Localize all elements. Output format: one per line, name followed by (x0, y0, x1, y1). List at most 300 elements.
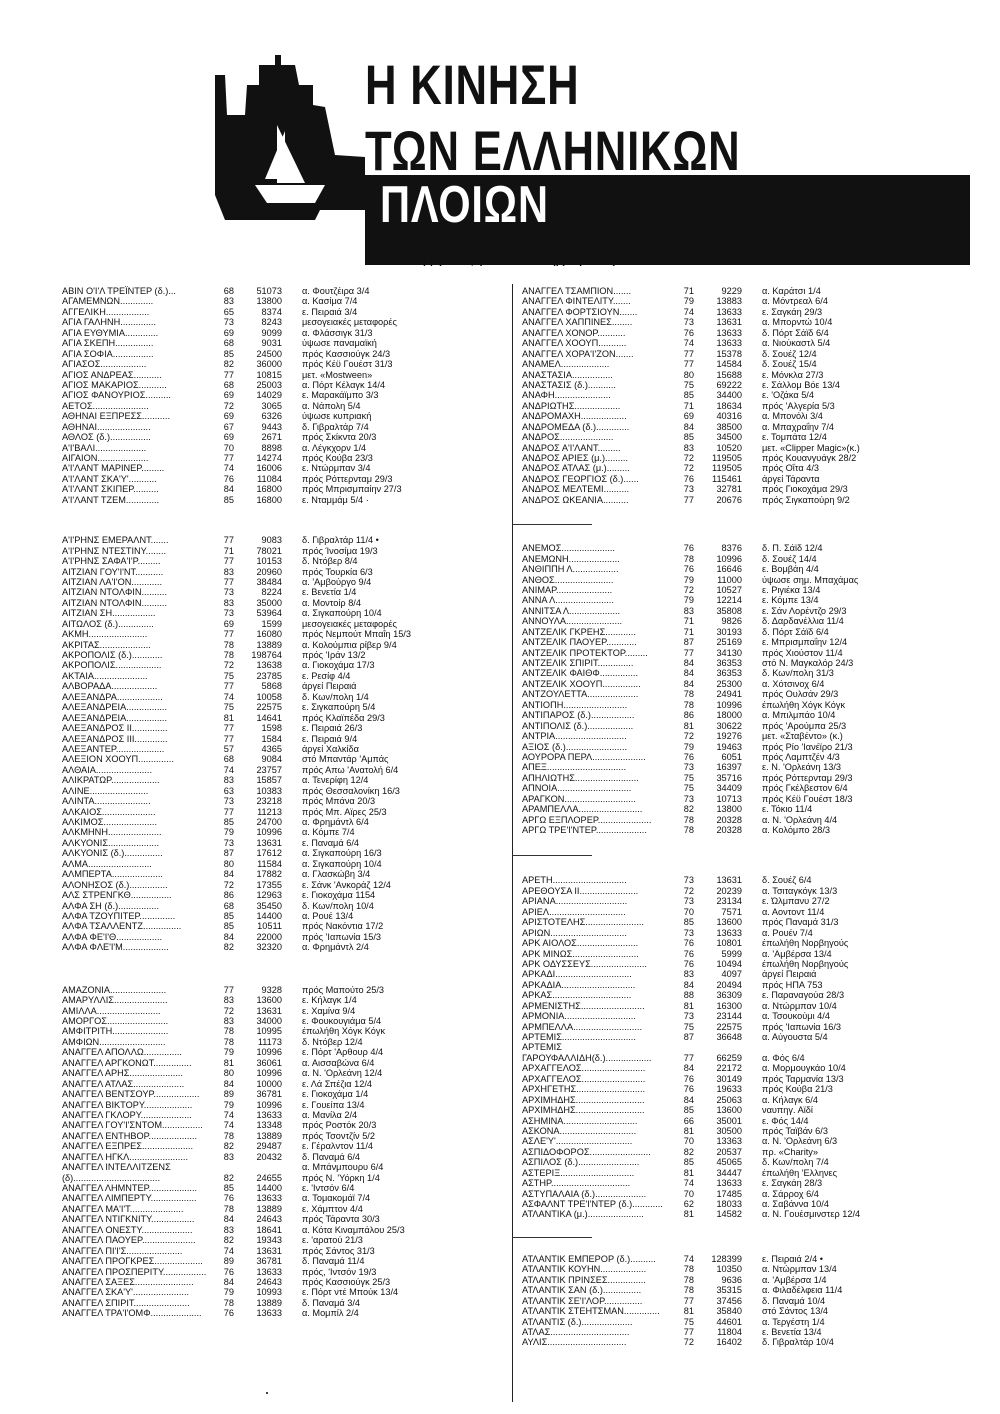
tonnage: 13633 (716, 927, 742, 938)
ship-position: δ. Δαρδανέλλια 11/4 (762, 616, 844, 627)
build-year: 75 (223, 670, 234, 681)
tonnage: 9099 (261, 327, 282, 338)
ship-position: α. Σιγκαπούρη 16/3 (302, 848, 382, 859)
ship-row (522, 1001, 962, 1011)
ship-row (522, 938, 962, 948)
tonnage: 24700 (256, 817, 282, 827)
build-year: 77 (223, 733, 234, 744)
ship-position: μετ. «Mostween» (302, 369, 373, 380)
build-year: 74 (683, 1253, 694, 1264)
ship-name: Α'Ι'ΒΑΛΙ.................... (62, 442, 147, 453)
ship-position: έπωλήθη Νορβηγούς (762, 958, 849, 969)
ship-name: ΑΝΑΓΓΕΛ ΧΟΟΥΠ........... (522, 338, 627, 349)
build-year: 78 (223, 650, 234, 660)
ship-name: ΑΝΤΖΕΛΙΚ ΓΚΡΕΗΣ............ (522, 626, 636, 637)
ship-name: ΑΛΦΑ ΣΗ (δ.)................ (62, 900, 159, 911)
ship-name: ΑΝΑΓΓΕΛ ΧΑΠΠΙΝΕΣ........ (522, 317, 633, 328)
ship-name: ΑΛΚΥΟΝΙΣ (δ.)............... (62, 848, 163, 859)
build-year: 79 (683, 741, 694, 752)
ship-row (62, 985, 502, 995)
ship-name: ΑΝΔΡΟΣ ΑΡΙΕΣ (μ.)......... (522, 453, 629, 463)
ship-row (522, 495, 962, 505)
ship-position: δ. Παναμά 3/4 (302, 1297, 361, 1308)
ship-position: πρός Μπρισμπαίην 27/3 (302, 484, 402, 495)
ship-name: ΑΣΤΥΠΑΛΑΙΑ (δ.).................... (522, 1188, 647, 1199)
ship-name: ΑΝΑΓΓΕΛ ΑΡΓΚΟΝΩΤ............... (62, 1057, 192, 1068)
tonnage: 15378 (716, 348, 742, 359)
build-year: 76 (683, 473, 694, 484)
build-year: 73 (223, 796, 234, 807)
build-year: 67 (223, 421, 234, 432)
build-year: 77 (223, 723, 234, 734)
tonnage: 30193 (716, 626, 742, 637)
ship-position: ε. Τόκιο 11/4 (762, 804, 813, 815)
ship-row (62, 463, 502, 473)
masthead (215, 45, 970, 265)
ship-position: δ. Γιβραλτάρ 7/4 (302, 421, 369, 432)
ship-position: α. Ν. Γουέσμινστερ 12/4 (762, 1209, 861, 1220)
build-year: 74 (223, 1109, 234, 1120)
group-spacer (522, 835, 962, 875)
ship-name: ΑΠΝΟΙΑ............................. (522, 783, 632, 794)
ship-position: ε. Πόρτ 'Αρθουρ 4/4 (302, 1047, 384, 1058)
ship-name: ΑΝΑΜΕΛ................... (522, 359, 610, 370)
tonnage: 23144 (716, 1011, 742, 1022)
ship-name: ΑΜΑΡΥΛΛΙΣ..................... (62, 995, 168, 1006)
ship-name: ΑΝΔΡΙΩΤΗΣ.................. (522, 400, 621, 411)
build-year: 84 (683, 1063, 694, 1074)
ship-row (522, 825, 962, 835)
ship-row (62, 370, 502, 380)
ship-row (62, 1246, 502, 1256)
ship-name: ΑΝΑΓΓΕΛ ΓΚΛΟΡΥ.................... (62, 1109, 192, 1120)
ship-name: ΑΣΠΙΛΟΣ (δ.)........................ (522, 1157, 640, 1168)
tonnage: 8376 (721, 543, 742, 554)
build-year: 79 (223, 827, 234, 838)
ship-position: πρός 'Αρούμπα 25/3 (762, 720, 847, 731)
build-year: 84 (683, 668, 694, 679)
ship-name: ΑΝΑΓΓΕΛ ΤΣΑΜΠΙΟΝ....... (522, 286, 632, 296)
ship-name: ΑΝΑΓΓΕΛ ΟΝΕΣΤΥ.................... (62, 1224, 193, 1235)
title-line-3: ΠΛΟΙΩΝ (380, 176, 549, 234)
ship-row (62, 807, 502, 817)
ship-row (62, 1120, 502, 1130)
ship-position: πρός Λαμπτζέν 4/3 (762, 751, 840, 762)
ship-position: α. Τενερίφη 12/4 (302, 775, 369, 786)
tonnage: 20494 (716, 979, 742, 990)
ship-row (522, 453, 962, 463)
tonnage: 36781 (256, 1089, 282, 1100)
ship-position: πρός Κασσιούγκ 25/3 (302, 1276, 391, 1287)
tonnage: 16646 (716, 564, 742, 575)
ship-position: ε. Σαγκάη 29/3 (762, 306, 823, 317)
ship-row (522, 1199, 962, 1209)
ship-position: ε. Τομπάτα 12/4 (762, 432, 827, 443)
ship-position: α. Μορμουγκάο 10/4 (762, 1063, 846, 1074)
build-year: 78 (683, 1274, 694, 1285)
ship-position: α. Μανίλα 2/4 (302, 1109, 358, 1120)
ship-name: ΑΤΛΑΝΤΙΚ ΣΤΕΗΤΣΜΑΝ.............. (522, 1306, 660, 1317)
ship-name: ΑΝΤΖΟΥΛΕΤΤΑ.................... (522, 689, 639, 700)
ship-row (522, 959, 962, 969)
ship-name: ΑΝΑΓΓΕΛ ΠΙ'Ι'Σ...................... (62, 1245, 183, 1256)
build-year: 88 (683, 990, 694, 1001)
tonnage: 13889 (256, 1130, 282, 1141)
ship-name: ΑΜΑΖΟΝΙΑ...................... (62, 984, 167, 995)
ship-row (62, 744, 502, 754)
tonnage: 35001 (716, 1115, 742, 1126)
build-year: 79 (223, 1099, 234, 1110)
ship-row (62, 577, 502, 587)
ship-row (522, 875, 962, 885)
build-year: 77 (683, 1052, 694, 1063)
ship-position: πρός Ουλσάν 29/3 (762, 689, 839, 700)
tonnage: 9328 (261, 984, 282, 995)
ship-row (62, 1173, 502, 1183)
tonnage: 8374 (261, 306, 282, 317)
build-year: 75 (683, 379, 694, 390)
ship-name: ΑΛΙΝΤΑ...................... (62, 796, 151, 807)
ship-position: ε. Ρεσίφ 4/4 (302, 670, 351, 681)
ship-position: πρός Κασσιούγκ 24/3 (302, 348, 391, 359)
ship-name: ΑΡΜΠΕΛΛΑ........................... (522, 1021, 642, 1032)
build-year: 77 (683, 494, 694, 505)
tonnage: 30149 (716, 1073, 742, 1084)
build-year: 78 (683, 553, 694, 564)
ship-position: ε. Γιοκοχάμα 1154 (302, 890, 376, 901)
tonnage: 30622 (716, 720, 742, 731)
build-year: 74 (223, 764, 234, 775)
tonnage: 11584 (257, 858, 282, 869)
ship-name: ΑΣΗΜΙΝΑ............................. (522, 1115, 638, 1126)
build-year: 68 (223, 900, 234, 911)
ship-position: ε. Γιοκοχάμα 1/4 (302, 1089, 369, 1100)
ship-name: ΑΝΑΓΓΕΛ ΗΓΚΛ....................... (62, 1151, 188, 1162)
build-year: 84 (223, 1078, 234, 1089)
ship-position: α. Φρημάντλ 6/4 (302, 817, 369, 827)
ship-row (522, 752, 962, 762)
ship-name: ΑΚΡΟΠΟΛΙΣ.................. (62, 660, 162, 671)
ship-name: ΑΛΚΜΗΝΗ..................... (62, 827, 162, 838)
ship-position: α. Σιγκαπούρη 10/4 (302, 858, 382, 869)
tonnage: 15857 (256, 775, 282, 786)
ship-name: ΑΝΔΡΟΣ ΑΤΛΑΣ (μ.)......... (522, 463, 630, 474)
build-year: 82 (223, 359, 234, 370)
ship-name: ΑΡΙΩΝ.............................. (522, 927, 627, 938)
build-year: 84 (223, 931, 234, 942)
ship-name: ΑΝΔΡΟΣ ΩΚΕΑΝΙΑ.......... (522, 494, 629, 505)
build-year: 84 (223, 484, 234, 495)
ship-position: α. Τσουκούμι 4/4 (762, 1011, 830, 1022)
build-year: 72 (223, 1005, 234, 1016)
build-year: 79 (683, 595, 694, 606)
ship-row (62, 1131, 502, 1141)
ship-position: ε. Σαγκάη 28/3 (762, 1178, 823, 1189)
ship-row (522, 1063, 962, 1073)
build-year: 83 (223, 296, 234, 307)
ship-name: ΑΓΑΜΕΜΝΩΝ............. (62, 296, 154, 307)
ship-row (62, 307, 502, 317)
ship-position: πρός Απω 'Ανατολή 6/4 (302, 764, 399, 775)
ship-name: ΑΝΑΓΓΕΛ ΤΡΑ'Ι'ΟΜΦ.................... (62, 1308, 202, 1319)
ship-position: ε. Κήλαγκ 1/4 (302, 995, 357, 1006)
ship-position: α. Σιγκαπούρη 10/4 (302, 608, 382, 619)
tonnage: 20239 (716, 885, 742, 896)
ship-name: ΑΣΚΟΝΑ.............................. (522, 1125, 637, 1136)
ship-row (522, 896, 962, 906)
build-year: 81 (683, 1125, 694, 1136)
ship-name: ΑΤΛΑΝΤΙΚ ΕΜΠΕΡΟΡ (δ.).......... (522, 1253, 656, 1264)
build-year: 80 (223, 1068, 234, 1079)
ship-row (522, 1285, 962, 1295)
tonnage: 22575 (256, 702, 282, 713)
ship-row (62, 995, 502, 1005)
ship-row (62, 765, 502, 775)
tonnage: 35808 (716, 605, 742, 616)
tonnage: 6051 (721, 751, 742, 762)
tonnage: 25063 (716, 1094, 742, 1105)
tonnage: 16080 (256, 629, 282, 640)
tonnage: 13600 (716, 917, 742, 928)
build-year: 73 (683, 484, 694, 495)
ship-name: ΑΝΑΓΓΕΛ ΛΙΜΠΕΡΤΥ.................. (62, 1193, 197, 1204)
ship-row (62, 1152, 502, 1162)
ship-row (62, 650, 502, 660)
build-year: 78 (683, 1264, 694, 1275)
build-year: 73 (683, 927, 694, 938)
group-spacer (522, 1220, 962, 1254)
ship-row (62, 1110, 502, 1120)
ship-name: ΑΝΑΓΓΕΛ ΒΕΝΤΣΟΥΡ.................. (62, 1089, 200, 1100)
tonnage: 13631 (256, 1245, 282, 1256)
ship-row (522, 794, 962, 804)
tonnage: 8243 (261, 317, 282, 328)
ship-row (522, 637, 962, 647)
ship-name: ΑΛΙΝΕ....................... (62, 785, 149, 796)
tonnage: 20432 (256, 1151, 282, 1162)
ship-name: ΑΝΔΡΟΜΑΧΗ.................. (522, 411, 627, 422)
build-year: 74 (223, 463, 234, 474)
tonnage: 13633 (716, 1178, 742, 1189)
ship-row (62, 1287, 502, 1297)
ship-position: ε. Φουκουγιάμα 5/4 (302, 1016, 382, 1026)
ship-name: ΑΝΑΓΓΕΛ ΦΟΡΤΣΙΟΥΝ....... (522, 306, 638, 317)
ship-row (522, 721, 962, 731)
build-year: 77 (683, 647, 694, 658)
ship-position: πρός Σκίκντα 20/3 (302, 432, 377, 443)
ship-position: δ. Σουέζ 14/4 (762, 553, 817, 564)
tonnage: 34409 (716, 783, 742, 794)
build-year: 81 (223, 1057, 234, 1068)
ship-position: πρός Τουρκία 6/3 (302, 566, 373, 577)
ship-name: ΑΡΓΩ ΤΡΕ'Ι'ΝΤΕΡ.................... (522, 825, 647, 835)
build-year: 84 (223, 869, 234, 880)
build-year: 81 (683, 1167, 694, 1178)
build-year: 72 (683, 1337, 694, 1348)
tonnage: 17355 (256, 879, 282, 890)
tonnage: 14584 (716, 359, 742, 370)
build-year: 70 (223, 442, 234, 453)
ship-name: ΑΡΤΕΜΙΣ............................. (522, 1032, 636, 1042)
build-year: 77 (223, 984, 234, 995)
build-year: 75 (683, 1316, 694, 1327)
ship-row (522, 886, 962, 896)
tonnage: 20328 (716, 825, 742, 835)
ship-name: ΑΙΤΖΙΑΝ ΛΑ'Ι'ΟΝ............ (62, 576, 163, 587)
ship-row (522, 1074, 962, 1084)
ship-row (62, 380, 502, 390)
build-year: 85 (683, 917, 694, 928)
tonnage: 10815 (256, 369, 282, 380)
tonnage: 13633 (256, 1109, 282, 1120)
build-year: 77 (223, 535, 234, 546)
tonnage: 45065 (716, 1157, 742, 1168)
build-year: 80 (683, 369, 694, 380)
ship-name: Α'Ι'ΛΑΝΤ ΜΑΡΙΝΕΡ......... (62, 463, 165, 474)
build-year: 72 (683, 453, 694, 463)
ship-position: ε. Βομβάη 4/4 (762, 564, 819, 575)
tonnage: 9031 (261, 338, 282, 349)
ship-row (62, 723, 502, 733)
ship-row (62, 317, 502, 327)
build-year: 68 (223, 379, 234, 390)
ship-position: άργεί Χαλκίδα (302, 743, 359, 754)
ship-row (522, 1189, 962, 1199)
ship-row (522, 949, 962, 959)
ship-name: ΑΚΡΙΤΑΣ.................... (62, 639, 151, 650)
ship-row (62, 608, 502, 618)
ship-name: ΑΛΕΞΑΝΔΡΑ.................. (62, 691, 163, 702)
ship-row (522, 390, 962, 400)
build-year: 81 (683, 1000, 694, 1011)
ship-position: α. Ν. 'Ορλεάνη 6/3 (762, 1136, 838, 1147)
build-year: 77 (223, 806, 234, 817)
ship-position: ε. Βενετία 1/4 (302, 587, 357, 598)
tonnage: 15688 (716, 369, 742, 380)
ship-row (62, 817, 502, 827)
ship-row (62, 1277, 502, 1287)
tonnage: 13800 (716, 804, 742, 815)
build-year: 79 (223, 1287, 234, 1298)
tonnage: 8224 (261, 587, 282, 598)
build-year: 84 (683, 678, 694, 689)
ship-row (522, 1011, 962, 1021)
ship-name: ΑΙΤΖΙΑΝ ΓΟΥ'Ι'ΝΤ........... (62, 566, 164, 577)
ship-row (522, 1022, 962, 1032)
ship-position: πρός Νακόντια 17/2 (302, 921, 384, 932)
ship-name: ΑΛΚΥΟΝΙΣ.................... (62, 837, 160, 848)
build-year: 78 (223, 639, 234, 650)
tonnage: 35450 (256, 900, 282, 911)
ship-row (522, 286, 962, 296)
ship-row (522, 359, 962, 369)
tonnage: 38484 (256, 576, 282, 587)
build-year: 82 (223, 1172, 234, 1183)
ship-row (522, 1084, 962, 1094)
ship-position: πρός 'Ιαπωνία 15/3 (302, 931, 382, 942)
ship-name: ΑΤΛΑΝΤΙΚ ΣΕ'Ι'ΛΟΡ............... (522, 1295, 643, 1306)
ship-row (62, 556, 502, 566)
ship-name: ΑΡΕΤΗ............................. (522, 875, 627, 886)
build-year: 73 (683, 317, 694, 328)
ship-name: ΑΣΤΕΡΙΞ............................. (522, 1167, 635, 1178)
build-year: 82 (223, 942, 234, 953)
tonnage: 17485 (716, 1188, 742, 1199)
ship-position: δ. Ντόβερ 12/4 (302, 1036, 363, 1047)
ship-position: δ. Κων/πολη 10/4 (302, 900, 374, 911)
ship-name: ΑΒΙΝ Ο'Ι'Λ ΤΡΕΪΝΤΕΡ (δ.)... (62, 286, 176, 296)
ship-name: ΑΙΤΖΙΑΝ ΣΗ................. (62, 608, 156, 619)
ship-row (62, 1079, 502, 1089)
tonnage: 6326 (261, 411, 282, 422)
ship-position: ε. Γουείπα 13/4 (302, 1099, 365, 1110)
tonnage: 35000 (256, 597, 282, 608)
ship-name: ΑΛΕΞΑΝΔΡΕΙΑ................ (62, 712, 168, 723)
ship-row (522, 296, 962, 306)
tonnage: 10996 (256, 1068, 282, 1079)
tonnage: 35716 (716, 772, 742, 783)
ship-name: ΑΛΕΞΑΝΔΡΕΙΑ................ (62, 702, 168, 713)
ship-row (522, 1032, 962, 1042)
build-year: 81 (683, 1209, 694, 1220)
ship-position: πρός Κέϋ Γουέστ 31/3 (302, 359, 393, 370)
ship-name: ΑΝΑΓΓΕΛ ΧΟΝΟΡ........... (522, 327, 626, 338)
ship-name: ΑΓΙΑ ΣΟΦΙΑ................ (62, 348, 154, 359)
build-year: 69 (223, 411, 234, 422)
ship-row (62, 286, 502, 296)
build-year: 77 (683, 348, 694, 359)
ship-row (62, 848, 502, 858)
ship-row (522, 742, 962, 752)
ship-name: ΑΛΒΟΡΑΔΑ.................. (62, 681, 158, 692)
ship-name: Α'Ι'ΡΗΝΣ ΕΜΕΡΑΛΝΤ....... (62, 535, 169, 546)
ship-position: α. Νάπολη 5/4 (302, 400, 361, 411)
ship-name: Α'Ι'ΡΗΝΣ ΝΤΕΣΤΙΝΥ........ (62, 545, 167, 556)
ship-row (62, 474, 502, 484)
build-year: 83 (683, 442, 694, 453)
tonnage: 19343 (256, 1235, 282, 1246)
ship-row (522, 1296, 962, 1306)
ship-position: α. Ρουέν 7/4 (762, 927, 813, 938)
ship-row (522, 1254, 962, 1264)
ship-row (62, 1308, 502, 1318)
ship-name: ΑΡΧΙΜΗΔΗΣ........................... (522, 1094, 645, 1105)
ship-row (62, 869, 502, 879)
ship-position: ε. Πειραιά 9/4 (302, 733, 358, 744)
ship-name: ΑΤΛΑΣ............................... (522, 1326, 630, 1337)
ship-name: ΑΝΝΙΤΣΑ Λ.................... (522, 605, 621, 616)
tonnage: 16800 (256, 494, 282, 505)
ship-group (522, 286, 962, 505)
ship-row (62, 796, 502, 806)
tonnage: 23134 (716, 896, 742, 907)
ship-row (522, 907, 962, 917)
ship-position: δ. Πόρτ Σάϊδ 6/4 (762, 327, 829, 338)
ship-name: ΑΝΙΜΑΡ...................... (522, 584, 613, 595)
ship-row (522, 815, 962, 825)
tonnage: 10996 (256, 827, 282, 838)
ship-row (522, 1306, 962, 1316)
ship-position: πρός Οΐτα 4/3 (762, 463, 819, 474)
build-year: 84 (683, 1094, 694, 1105)
ship-name: ΑΝΑΓΓΕΛ ΒΙΚΤΟΡΥ................... (62, 1099, 193, 1110)
ship-name: ΑΝΤΖΕΛΙΚ ΠΡΟΤΕΚΤΟΡ......... (522, 647, 648, 658)
ship-group (522, 1254, 962, 1348)
ship-position: α. Γιοκοχάμα 17/3 (302, 660, 375, 671)
ship-row (62, 1183, 502, 1193)
ship-position: ύψωσε παναμαϊκή (302, 338, 377, 349)
ship-position: ε. Πειραιά 2/4 • (762, 1253, 823, 1264)
